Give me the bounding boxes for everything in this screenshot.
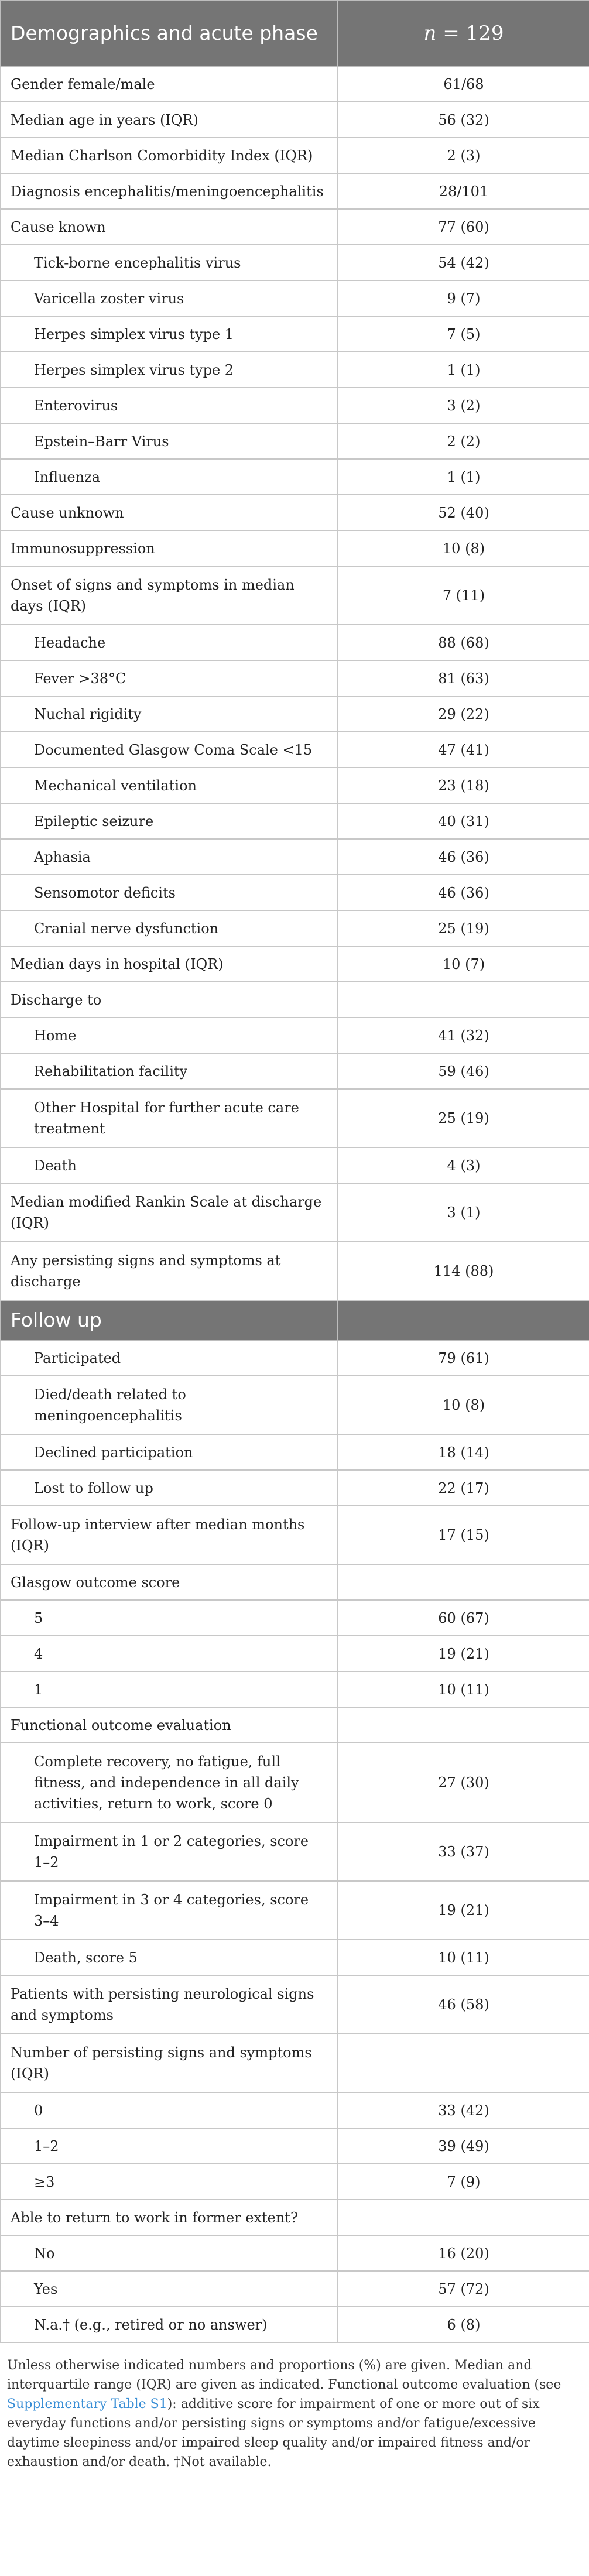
row-value: 10 (7) [338, 946, 589, 982]
table-row [1, 1340, 589, 1376]
row-label: Any persisting signs and symptoms at discharge [1, 1242, 338, 1300]
row-value: 7 (11) [338, 566, 589, 625]
row-label: 4 [1, 1636, 338, 1671]
table-header-acute [1, 1, 589, 66]
row-value: 4 (3) [338, 1147, 589, 1183]
table-row [1, 732, 589, 768]
row-value: 33 (37) [338, 1823, 589, 1881]
table-row [1, 2235, 589, 2271]
supplementary-table-link[interactable]: Supplementary Table S1 [7, 2397, 167, 2411]
table-row [1, 1823, 589, 1881]
row-label: Discharge to [1, 982, 338, 1018]
table-row [1, 102, 589, 138]
row-label: Influenza [1, 459, 338, 495]
table-row [1, 459, 589, 495]
row-value: 23 (18) [338, 768, 589, 803]
row-value: 47 (41) [338, 732, 589, 768]
table-row [1, 245, 589, 280]
row-label: Declined participation [1, 1434, 338, 1470]
row-value: 60 (67) [338, 1600, 589, 1636]
row-value: 40 (31) [338, 803, 589, 839]
table-row [1, 1470, 589, 1506]
row-label: Died/death related to meningoencephalitis [1, 1376, 338, 1434]
row-label: Functional outcome evaluation [1, 1707, 338, 1743]
table-row [1, 910, 589, 946]
table-row [1, 566, 589, 625]
row-label: Documented Glasgow Coma Scale <15 [1, 732, 338, 768]
table-row [1, 280, 589, 316]
row-value [338, 982, 589, 1018]
table-row [1, 1376, 589, 1434]
row-label: Aphasia [1, 839, 338, 875]
row-label: Epstein–Barr Virus [1, 423, 338, 459]
header-n-value: = 129 [436, 22, 504, 45]
row-value: 10 (8) [338, 1376, 589, 1434]
table-row [1, 2200, 589, 2235]
row-value: 10 (11) [338, 1940, 589, 1975]
row-value: 25 (19) [338, 910, 589, 946]
table-row [1, 1707, 589, 1743]
row-label: Impairment in 1 or 2 categories, score 1–2 [1, 1823, 338, 1881]
row-value: 79 (61) [338, 1340, 589, 1376]
table-row [1, 2034, 589, 2092]
table-row [1, 352, 589, 388]
row-label: Glasgow outcome score [1, 1564, 338, 1600]
row-value: 56 (32) [338, 102, 589, 138]
row-label: Fever >38°C [1, 660, 338, 696]
row-value: 10 (8) [338, 530, 589, 566]
table-row [1, 495, 589, 530]
table-row [1, 530, 589, 566]
row-label: Lost to follow up [1, 1470, 338, 1506]
table-row [1, 2271, 589, 2307]
row-value: 18 (14) [338, 1434, 589, 1470]
header-n-label: n [423, 22, 437, 45]
row-value: 28/101 [338, 173, 589, 209]
row-value: 59 (46) [338, 1053, 589, 1089]
table-row [1, 316, 589, 352]
row-label: Mechanical ventilation [1, 768, 338, 803]
table-row [1, 1053, 589, 1089]
row-value: 77 (60) [338, 209, 589, 245]
row-value: 7 (9) [338, 2164, 589, 2200]
row-label: Patients with persisting neurological signs and symptoms [1, 1975, 338, 2034]
row-label: N.a.† (e.g., retired or no answer) [1, 2307, 338, 2342]
table-row [1, 1743, 589, 1823]
row-value: 39 (49) [338, 2128, 589, 2164]
row-label: Rehabilitation facility [1, 1053, 338, 1089]
row-value: 7 (5) [338, 316, 589, 352]
row-value: 88 (68) [338, 625, 589, 660]
row-label: Able to return to work in former extent? [1, 2200, 338, 2235]
table-row [1, 1975, 589, 2034]
table-row [1, 1564, 589, 1600]
row-label: Sensomotor deficits [1, 875, 338, 910]
row-label: Follow-up interview after median months (IQR) [1, 1506, 338, 1564]
table-row [1, 2092, 589, 2128]
table-row [1, 423, 589, 459]
table-row [1, 2164, 589, 2200]
row-value: 3 (1) [338, 1183, 589, 1242]
row-label: Cranial nerve dysfunction [1, 910, 338, 946]
table-row [1, 803, 589, 839]
row-value [338, 2034, 589, 2092]
table-row [1, 660, 589, 696]
table-row [1, 839, 589, 875]
table-row [1, 2307, 589, 2342]
table-row [1, 875, 589, 910]
row-label: Death [1, 1147, 338, 1183]
row-value: 10 (11) [338, 1671, 589, 1707]
row-label: ≥3 [1, 2164, 338, 2200]
table-row [1, 1018, 589, 1053]
row-label: Diagnosis encephalitis/meningoencephalitis [1, 173, 338, 209]
row-value: 9 (7) [338, 280, 589, 316]
table-row [1, 138, 589, 173]
row-value: 1 (1) [338, 459, 589, 495]
row-value: 19 (21) [338, 1881, 589, 1940]
row-value: 19 (21) [338, 1636, 589, 1671]
table-row [1, 1147, 589, 1183]
row-value: 41 (32) [338, 1018, 589, 1053]
row-label: Other Hospital for further acute care treatment [1, 1089, 338, 1147]
table-row [1, 1183, 589, 1242]
row-label: 5 [1, 1600, 338, 1636]
row-label: Headache [1, 625, 338, 660]
row-label: Number of persisting signs and symptoms (IQR) [1, 2034, 338, 2092]
row-label: 0 [1, 2092, 338, 2128]
row-label: Median age in years (IQR) [1, 102, 338, 138]
row-value [338, 1707, 589, 1743]
row-value: 2 (3) [338, 138, 589, 173]
row-label: Varicella zoster virus [1, 280, 338, 316]
row-value: 1 (1) [338, 352, 589, 388]
row-value: 114 (88) [338, 1242, 589, 1300]
header-n [338, 1, 589, 66]
row-label: Home [1, 1018, 338, 1053]
row-label: Complete recovery, no fatigue, full fitness, and independence in all daily activities, return to work, score 0 [1, 1743, 338, 1823]
table-row [1, 1940, 589, 1975]
table-footnote [0, 2343, 589, 2472]
row-label: Herpes simplex virus type 2 [1, 352, 338, 388]
row-value: 46 (36) [338, 839, 589, 875]
table-header-follow-up [1, 1300, 589, 1340]
row-label: 1 [1, 1671, 338, 1707]
row-label: Median Charlson Comorbidity Index (IQR) [1, 138, 338, 173]
table-row [1, 1671, 589, 1707]
row-value: 46 (36) [338, 875, 589, 910]
table-row [1, 1242, 589, 1300]
row-value: 54 (42) [338, 245, 589, 280]
row-value [338, 2200, 589, 2235]
table-row [1, 173, 589, 209]
row-value: 2 (2) [338, 423, 589, 459]
table-row [1, 388, 589, 423]
row-label: Enterovirus [1, 388, 338, 423]
row-label: Death, score 5 [1, 1940, 338, 1975]
row-label: Median modified Rankin Scale at discharge (IQR) [1, 1183, 338, 1242]
table-row [1, 946, 589, 982]
table-row [1, 209, 589, 245]
table-row [1, 2128, 589, 2164]
header-title: Demographics and acute phase [1, 1, 338, 66]
table-row [1, 625, 589, 660]
row-label: Impairment in 3 or 4 categories, score 3–4 [1, 1881, 338, 1940]
row-value: 57 (72) [338, 2271, 589, 2307]
row-label: Herpes simplex virus type 1 [1, 316, 338, 352]
row-label: 1–2 [1, 2128, 338, 2164]
row-value: 16 (20) [338, 2235, 589, 2271]
row-label: Epileptic seizure [1, 803, 338, 839]
row-label: Tick-borne encephalitis virus [1, 245, 338, 280]
follow-up-title: Follow up [1, 1300, 338, 1340]
row-label: Gender female/male [1, 66, 338, 102]
row-label: Onset of signs and symptoms in median days (IQR) [1, 566, 338, 625]
row-value: 33 (42) [338, 2092, 589, 2128]
table-row [1, 696, 589, 732]
row-value: 61/68 [338, 66, 589, 102]
row-value: 6 (8) [338, 2307, 589, 2342]
row-value: 81 (63) [338, 660, 589, 696]
row-value: 29 (22) [338, 696, 589, 732]
row-value: 25 (19) [338, 1089, 589, 1147]
table-row [1, 1434, 589, 1470]
row-label: No [1, 2235, 338, 2271]
table-row [1, 66, 589, 102]
table-row [1, 1600, 589, 1636]
row-value: 17 (15) [338, 1506, 589, 1564]
row-label: Immunosuppression [1, 530, 338, 566]
row-value [338, 1564, 589, 1600]
row-value: 27 (30) [338, 1743, 589, 1823]
row-value: 22 (17) [338, 1470, 589, 1506]
row-label: Nuchal rigidity [1, 696, 338, 732]
footnote-text-2: ): additive score for impairment of one or more out of six everyday functions and/or persisting signs or symptoms and/or fatigue/excessive daytime sleepiness and/or impaired sleep quality and/or impaired fitness and/or exhaustion and/or death. †Not available. [7, 2397, 540, 2469]
table-row [1, 1089, 589, 1147]
row-label: Cause known [1, 209, 338, 245]
row-label: Median days in hospital (IQR) [1, 946, 338, 982]
row-value: 46 (58) [338, 1975, 589, 2034]
follow-up-header-empty [338, 1300, 589, 1340]
table-row [1, 1636, 589, 1671]
footnote-text-1: Unless otherwise indicated numbers and proportions (%) are given. Median and interquartile range (IQR) are given as indicated. Functional outcome evaluation (see [7, 2358, 561, 2392]
table-row [1, 1881, 589, 1940]
row-label: Yes [1, 2271, 338, 2307]
row-value: 52 (40) [338, 495, 589, 530]
row-label: Cause unknown [1, 495, 338, 530]
row-label: Participated [1, 1340, 338, 1376]
table-row [1, 1506, 589, 1564]
table-row [1, 768, 589, 803]
table-row [1, 982, 589, 1018]
row-value: 3 (2) [338, 388, 589, 423]
